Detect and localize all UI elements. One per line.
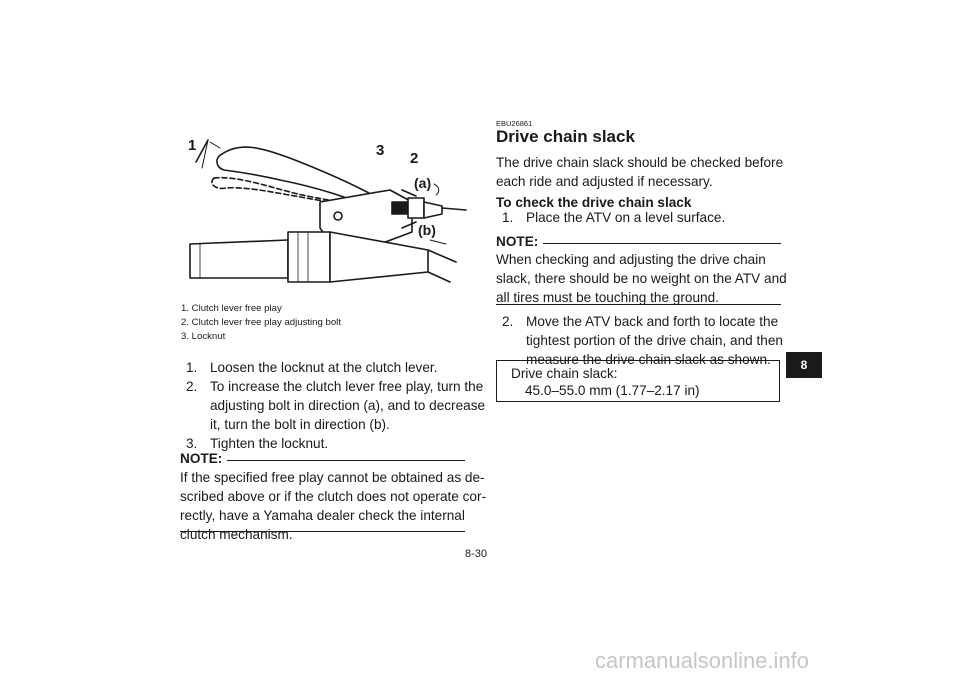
section-title: Drive chain slack bbox=[496, 127, 635, 146]
section-code: EBU26861 bbox=[496, 119, 533, 128]
left-step-2-text bbox=[210, 377, 485, 434]
right-note-line-3: all tires must be touching the ground. bbox=[496, 290, 719, 305]
caption-1: 1. Clutch lever free play bbox=[181, 303, 282, 314]
callout-a: (a) bbox=[414, 175, 432, 191]
page-number: 8-30 bbox=[465, 548, 488, 560]
right-step-1-text: Place the ATV on a level surface. bbox=[526, 210, 726, 225]
left-step-3-num: 3. bbox=[186, 436, 198, 451]
intro-paragraph bbox=[496, 153, 786, 191]
left-note-bottom-rule bbox=[180, 531, 465, 532]
right-note-line-1: When checking and adjusting the drive chain bbox=[496, 252, 766, 267]
callout-1: 1 bbox=[188, 137, 197, 154]
right-step-2-line-3: measure the drive chain slack as shown. bbox=[526, 352, 771, 367]
right-note-top-rule bbox=[543, 243, 781, 244]
chapter-tab: 8 bbox=[786, 352, 822, 378]
intro-line-1: The drive chain slack should be checked before bbox=[496, 155, 784, 170]
right-step-2-num: 2. bbox=[502, 314, 514, 329]
spec-box bbox=[496, 360, 780, 402]
left-note-line-2: scribed above or if the clutch does not operate cor- bbox=[180, 489, 487, 504]
left-step-2-line-3: it, turn the bolt in direction (b). bbox=[210, 417, 390, 432]
left-step-2-line-2: adjusting bolt in direction (a), and to decrease bbox=[210, 398, 486, 413]
caption-3: 3. Locknut bbox=[181, 331, 226, 342]
right-note-line-2: slack, there should be no weight on the ATV and bbox=[496, 271, 787, 286]
left-note-line-3: rectly, have a Yamaha dealer check the internal bbox=[180, 508, 465, 523]
spec-label: Drive chain slack: bbox=[511, 366, 618, 381]
callout-b: (b) bbox=[418, 222, 436, 238]
right-note-bottom-rule bbox=[496, 304, 781, 305]
right-step-2-line-1: Move the ATV back and forth to locate the bbox=[526, 314, 779, 329]
watermark-text: carmanualsonline.info bbox=[595, 648, 810, 673]
intro-line-2: each ride and adjusted if necessary. bbox=[496, 174, 713, 189]
caption-2: 2. Clutch lever free play adjusting bolt bbox=[181, 317, 341, 328]
left-step-1-text: Loosen the locknut at the clutch lever. bbox=[210, 360, 438, 375]
left-note-line-1: If the specified free play cannot be obtained as de- bbox=[180, 470, 485, 485]
left-note-line-4: clutch mechanism. bbox=[180, 527, 293, 542]
left-step-1-num: 1. bbox=[186, 360, 198, 375]
left-note-top-rule bbox=[227, 460, 465, 461]
left-note-text bbox=[180, 468, 487, 544]
spec-value: 45.0–55.0 mm (1.77–2.17 in) bbox=[525, 383, 700, 398]
callout-3: 3 bbox=[376, 142, 385, 159]
left-step-2-num: 2. bbox=[186, 379, 198, 394]
left-step-3-text: Tighten the locknut. bbox=[210, 436, 329, 451]
left-note-label: NOTE: bbox=[180, 451, 223, 466]
right-step-1-num: 1. bbox=[502, 210, 514, 225]
callout-2: 2 bbox=[410, 150, 419, 167]
right-step-2-line-2: tightest portion of the drive chain, and then bbox=[526, 333, 783, 348]
left-step-2-line-1: To increase the clutch lever free play, turn the bbox=[210, 379, 484, 394]
figure-caption bbox=[181, 302, 341, 344]
subheading: To check the drive chain slack bbox=[496, 195, 692, 210]
clutch-lever-illustration bbox=[180, 132, 470, 300]
right-note-text bbox=[496, 250, 787, 307]
right-note-label: NOTE: bbox=[496, 234, 539, 249]
